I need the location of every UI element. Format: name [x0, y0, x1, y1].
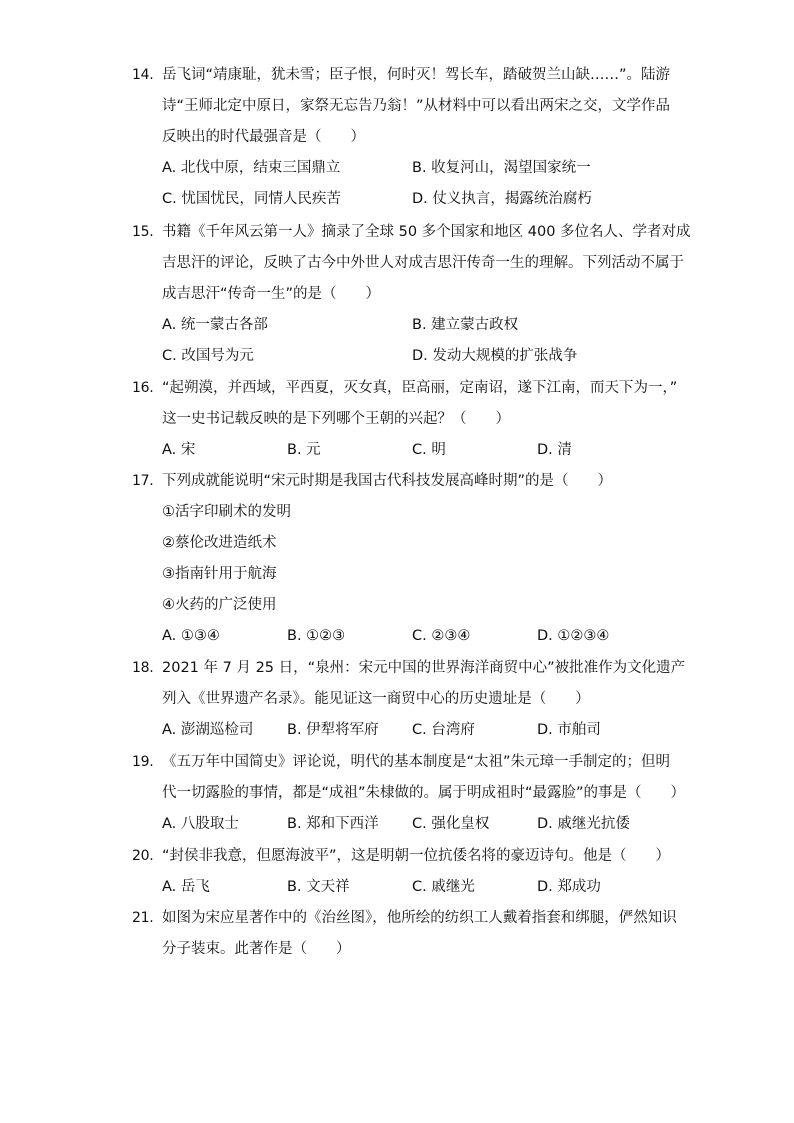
option-c[interactable]: C. 戚继光	[412, 879, 475, 895]
option-d[interactable]: D. 戚继光抗倭	[537, 816, 630, 832]
option-c[interactable]: C. 明	[412, 442, 446, 458]
question-text-line: 吉思汗的评论，反映了古今中外世人对成吉思汗传奇一生的理解。下列活动不属于	[162, 255, 684, 271]
question-text-line: 列入《世界遗产名录》。能见证这一商贸中心的历史遗址是（ ）	[162, 691, 590, 707]
question-number: 15.	[132, 224, 154, 240]
option-c[interactable]: C. 改国号为元	[162, 348, 254, 364]
question-text-line: “封侯非我意，但愿海波平”，这是明朝一位抗倭名将的豪迈诗句。他是（ ）	[162, 848, 671, 864]
option-c[interactable]: C. 强化皇权	[412, 816, 490, 832]
option-c[interactable]: C. 忧国忧民，同情人民疾苦	[162, 191, 341, 207]
question-text-line: 反映出的时代最强音是（ ）	[162, 129, 365, 145]
option-c[interactable]: C. ②③④	[412, 628, 471, 644]
statement-item: ①活字印刷术的发明	[162, 504, 291, 520]
question-text-line: 2021 年 7 月 25 日，“泉州：宋元中国的世界海洋商贸中心”被批准作为文化遗产	[162, 660, 686, 676]
question-number: 17.	[132, 473, 154, 489]
option-b[interactable]: B. 元	[287, 442, 321, 458]
option-a[interactable]: A. 岳飞	[162, 879, 210, 895]
option-b[interactable]: B. ①②③	[287, 628, 346, 644]
question-text-line: 岳飞词“靖康耻，犹未雪；臣子恨，何时灭！驾长车，踏破贺兰山缺……”。陆游	[162, 67, 671, 83]
option-d[interactable]: D. 发动大规模的扩张战争	[412, 348, 578, 364]
question-text-line: 这一史书记载反映的是下列哪个王朝的兴起？（ ）	[162, 411, 510, 427]
option-c[interactable]: C. 台湾府	[412, 722, 475, 738]
question-text-line: 成吉思汗“传奇一生”的是（ ）	[162, 286, 381, 302]
question-text-line: 如图为宋应星著作中的《治丝图》，他所绘的纺织工人戴着指套和绑腿，俨然知识	[162, 910, 677, 926]
option-d[interactable]: D. ①②③④	[537, 628, 610, 644]
option-b[interactable]: B. 文天祥	[287, 879, 350, 895]
question-number: 20.	[132, 848, 154, 864]
option-b[interactable]: B. 建立蒙古政权	[412, 317, 519, 333]
question-text-line: 《五万年中国简史》评论说，明代的基本制度是“太祖”朱元璋一手制定的；但明	[162, 754, 671, 770]
question-text-line: 代一切露脸的事情，都是“成祖”朱棣做的。属于明成祖时“最露脸”的事是（ ）	[162, 785, 686, 801]
statement-item: ③指南针用于航海	[162, 566, 277, 582]
question-number: 21.	[132, 910, 154, 926]
statement-item: ②蔡伦改进造纸术	[162, 535, 277, 551]
option-b[interactable]: B. 伊犁将军府	[287, 722, 379, 738]
question-number: 18.	[132, 660, 154, 676]
question-text-line: “起朔漠，并西域，平西夏，灭女真，臣高丽，定南诏，遂下江南，而天下为一，”	[162, 380, 678, 396]
option-b[interactable]: B. 郑和下西洋	[287, 816, 379, 832]
question-text-line: 下列成就能说明“宋元时期是我国古代科技发展高峰时期”的是（ ）	[162, 473, 613, 489]
option-b[interactable]: B. 收复河山，渴望国家统一	[412, 160, 591, 176]
question-number: 14.	[132, 67, 154, 83]
option-d[interactable]: D. 市舶司	[537, 722, 601, 738]
option-a[interactable]: A. 澎湖巡检司	[162, 722, 254, 738]
option-a[interactable]: A. ①③④	[162, 628, 220, 644]
question-text-line: 书籍《千年风云第一人》摘录了全球 50 多个国家和地区 400 多位名人、学者对成	[162, 224, 691, 240]
option-d[interactable]: D. 仗义执言，揭露统治腐朽	[412, 191, 592, 207]
statement-item: ④火药的广泛使用	[162, 597, 277, 613]
option-a[interactable]: A. 北伐中原，结束三国鼎立	[162, 160, 341, 176]
option-a[interactable]: A. 宋	[162, 442, 196, 458]
question-number: 16.	[132, 380, 154, 396]
question-text-line: 分子装束。此著作是（ ）	[162, 941, 351, 957]
question-number: 19.	[132, 754, 154, 770]
option-d[interactable]: D. 清	[537, 442, 572, 458]
option-a[interactable]: A. 八股取士	[162, 816, 239, 832]
option-a[interactable]: A. 统一蒙古各部	[162, 317, 268, 333]
question-text-line: 诗“王师北定中原日，家祭无忘告乃翁！”从材料中可以看出两宋之交，文学作品	[162, 98, 671, 114]
option-d[interactable]: D. 郑成功	[537, 879, 601, 895]
